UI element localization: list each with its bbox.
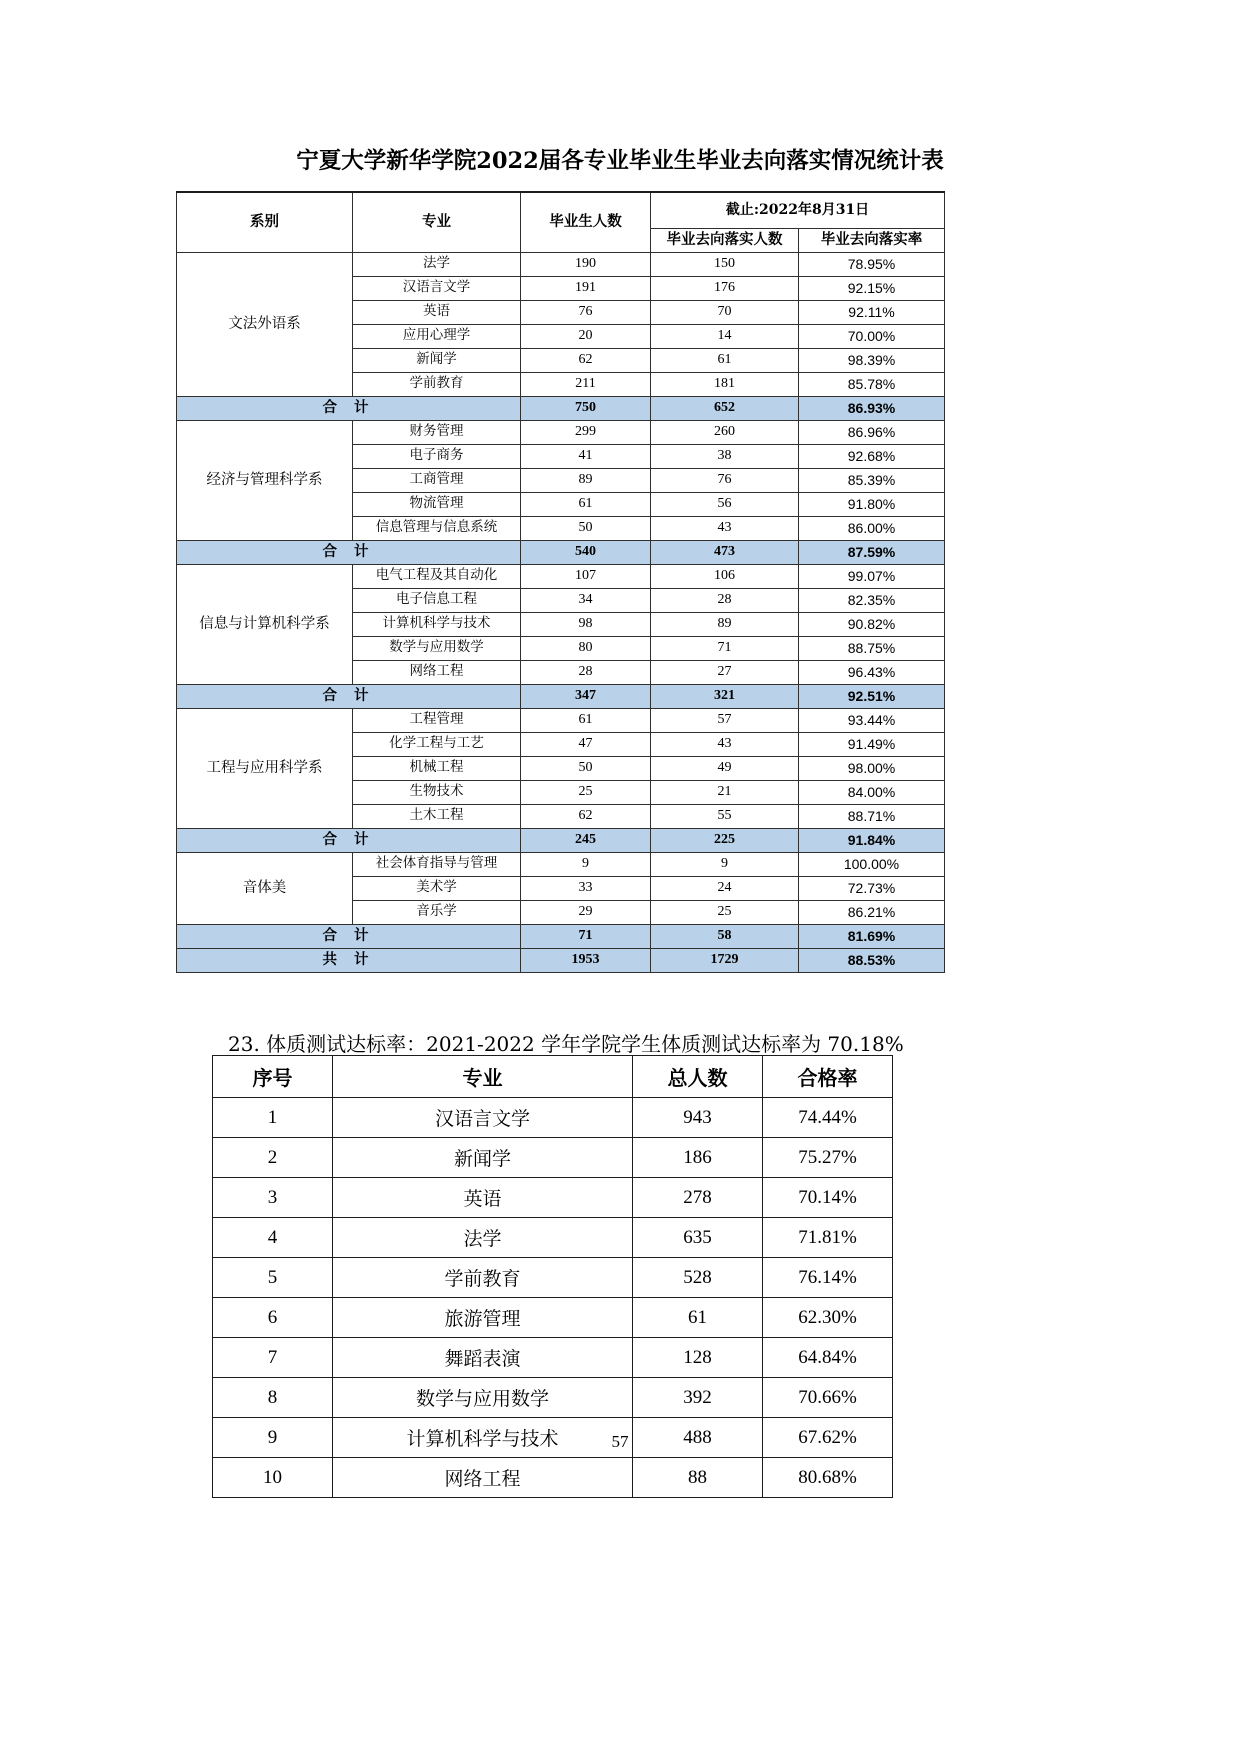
- subtotal-rate: 92.51%: [799, 684, 945, 708]
- subtotal-graduates: 245: [521, 828, 651, 852]
- placed-cell: 89: [651, 612, 799, 636]
- graduates-cell: 98: [521, 612, 651, 636]
- placed-cell: 14: [651, 324, 799, 348]
- major-cell: 旅游管理: [333, 1298, 633, 1338]
- total-cell: 278: [633, 1178, 763, 1218]
- th-cutoff-date: 截止:2022年8月31日: [651, 192, 945, 228]
- rate-cell: 98.39%: [799, 348, 945, 372]
- placed-cell: 71: [651, 636, 799, 660]
- table-row: [177, 852, 945, 876]
- total-cell: 61: [633, 1298, 763, 1338]
- total-cell: 88: [633, 1458, 763, 1498]
- subtotal-label: 合 计: [177, 684, 521, 708]
- grand-total-graduates: 1953: [521, 948, 651, 972]
- rate-cell: 85.39%: [799, 468, 945, 492]
- placed-cell: 21: [651, 780, 799, 804]
- rate-cell: 62.30%: [763, 1298, 893, 1338]
- graduates-cell: 34: [521, 588, 651, 612]
- major-cell: 舞蹈表演: [333, 1338, 633, 1378]
- major-cell: 新闻学: [333, 1138, 633, 1178]
- graduates-cell: 28: [521, 660, 651, 684]
- placed-cell: 176: [651, 276, 799, 300]
- section-23-heading: 23. 体质测试达标率：2021-2022 学年学院学生体质测试达标率为 70.18%: [228, 1032, 904, 1056]
- graduate-placement-table-wrapper: [176, 191, 944, 973]
- placed-cell: 27: [651, 660, 799, 684]
- subtotal-rate: 86.93%: [799, 396, 945, 420]
- total-cell: 635: [633, 1218, 763, 1258]
- rate-cell: 96.43%: [799, 660, 945, 684]
- rate-cell: 98.00%: [799, 756, 945, 780]
- major-cell: 社会体育指导与管理: [353, 852, 521, 876]
- subtotal-placed: 652: [651, 396, 799, 420]
- major-cell: 电子信息工程: [353, 588, 521, 612]
- rate-cell: 80.68%: [763, 1458, 893, 1498]
- table1-title: 宁夏大学新华学院2022届各专业毕业生毕业去向落实情况统计表: [296, 148, 944, 174]
- subtotal-graduates: 540: [521, 540, 651, 564]
- placed-cell: 55: [651, 804, 799, 828]
- major-cell: 化学工程与工艺: [353, 732, 521, 756]
- subtotal-label: 合 计: [177, 924, 521, 948]
- table-row: [213, 1458, 893, 1498]
- th-total: 总人数: [633, 1056, 763, 1098]
- table-row: [213, 1298, 893, 1338]
- major-cell: 美术学: [353, 876, 521, 900]
- graduates-cell: 41: [521, 444, 651, 468]
- subtotal-rate: 87.59%: [799, 540, 945, 564]
- subtotal-placed: 225: [651, 828, 799, 852]
- major-cell: 数学与应用数学: [353, 636, 521, 660]
- graduates-cell: 62: [521, 804, 651, 828]
- rate-cell: 74.44%: [763, 1098, 893, 1138]
- major-cell: 学前教育: [333, 1258, 633, 1298]
- major-cell: 法学: [333, 1218, 633, 1258]
- rate-cell: 93.44%: [799, 708, 945, 732]
- major-cell: 机械工程: [353, 756, 521, 780]
- dept-cell: 工程与应用科学系: [177, 708, 353, 828]
- graduates-cell: 50: [521, 516, 651, 540]
- major-cell: 财务管理: [353, 420, 521, 444]
- major-cell: 物流管理: [353, 492, 521, 516]
- table-row: [177, 708, 945, 732]
- index-cell: 4: [213, 1218, 333, 1258]
- total-cell: 943: [633, 1098, 763, 1138]
- major-cell: 电子商务: [353, 444, 521, 468]
- total-cell: 528: [633, 1258, 763, 1298]
- index-cell: 9: [213, 1418, 333, 1458]
- subtotal-row: [177, 396, 945, 420]
- graduates-cell: 50: [521, 756, 651, 780]
- subtotal-placed: 321: [651, 684, 799, 708]
- table1-header-row-1: [177, 192, 945, 228]
- major-cell: 工程管理: [353, 708, 521, 732]
- th-dept: 系别: [177, 192, 353, 252]
- table1-body: [177, 252, 945, 972]
- rate-cell: 71.81%: [763, 1218, 893, 1258]
- table-row: [213, 1218, 893, 1258]
- graduates-cell: 107: [521, 564, 651, 588]
- rate-cell: 88.71%: [799, 804, 945, 828]
- placed-cell: 25: [651, 900, 799, 924]
- graduates-cell: 61: [521, 708, 651, 732]
- placed-cell: 70: [651, 300, 799, 324]
- subtotal-placed: 58: [651, 924, 799, 948]
- placed-cell: 43: [651, 732, 799, 756]
- subtotal-graduates: 750: [521, 396, 651, 420]
- placed-cell: 106: [651, 564, 799, 588]
- th-graduates: 毕业生人数: [521, 192, 651, 252]
- th-major: 专业: [333, 1056, 633, 1098]
- major-cell: 生物技术: [353, 780, 521, 804]
- dept-cell: 文法外语系: [177, 252, 353, 396]
- table2-header-row: [213, 1056, 893, 1098]
- subtotal-row: [177, 684, 945, 708]
- major-cell: 新闻学: [353, 348, 521, 372]
- index-cell: 1: [213, 1098, 333, 1138]
- rate-cell: 91.80%: [799, 492, 945, 516]
- graduate-placement-table: [176, 191, 945, 973]
- major-cell: 土木工程: [353, 804, 521, 828]
- placed-cell: 9: [651, 852, 799, 876]
- table-row: [177, 564, 945, 588]
- th-placed-count: 毕业去向落实人数: [651, 228, 799, 252]
- index-cell: 5: [213, 1258, 333, 1298]
- grand-total-label: 共 计: [177, 948, 521, 972]
- subtotal-rate: 91.84%: [799, 828, 945, 852]
- subtotal-graduates: 71: [521, 924, 651, 948]
- table-row: [213, 1098, 893, 1138]
- total-cell: 392: [633, 1378, 763, 1418]
- total-cell: 488: [633, 1418, 763, 1458]
- rate-cell: 67.62%: [763, 1418, 893, 1458]
- graduates-cell: 25: [521, 780, 651, 804]
- rate-cell: 86.96%: [799, 420, 945, 444]
- index-cell: 2: [213, 1138, 333, 1178]
- table-row: [213, 1178, 893, 1218]
- rate-cell: 78.95%: [799, 252, 945, 276]
- major-cell: 英语: [333, 1178, 633, 1218]
- grand-total-row: [177, 948, 945, 972]
- subtotal-row: [177, 828, 945, 852]
- major-cell: 汉语言文学: [353, 276, 521, 300]
- table2-head: [213, 1056, 893, 1098]
- graduates-cell: 47: [521, 732, 651, 756]
- major-cell: 数学与应用数学: [333, 1378, 633, 1418]
- rate-cell: 76.14%: [763, 1258, 893, 1298]
- major-cell: 网络工程: [353, 660, 521, 684]
- major-cell: 计算机科学与技术: [333, 1418, 633, 1458]
- subtotal-row: [177, 924, 945, 948]
- th-placed-rate: 毕业去向落实率: [799, 228, 945, 252]
- graduates-cell: 33: [521, 876, 651, 900]
- major-cell: 法学: [353, 252, 521, 276]
- rate-cell: 99.07%: [799, 564, 945, 588]
- rate-cell: 75.27%: [763, 1138, 893, 1178]
- major-cell: 音乐学: [353, 900, 521, 924]
- major-cell: 电气工程及其自动化: [353, 564, 521, 588]
- subtotal-row: [177, 540, 945, 564]
- graduates-cell: 61: [521, 492, 651, 516]
- major-cell: 网络工程: [333, 1458, 633, 1498]
- major-cell: 信息管理与信息系统: [353, 516, 521, 540]
- table-row: [213, 1338, 893, 1378]
- graduates-cell: 190: [521, 252, 651, 276]
- placed-cell: 150: [651, 252, 799, 276]
- index-cell: 3: [213, 1178, 333, 1218]
- placed-cell: 57: [651, 708, 799, 732]
- index-cell: 8: [213, 1378, 333, 1418]
- table-row: [213, 1258, 893, 1298]
- graduates-cell: 89: [521, 468, 651, 492]
- placed-cell: 56: [651, 492, 799, 516]
- subtotal-label: 合 计: [177, 828, 521, 852]
- dept-cell: 音体美: [177, 852, 353, 924]
- major-cell: 计算机科学与技术: [353, 612, 521, 636]
- graduates-cell: 9: [521, 852, 651, 876]
- rate-cell: 86.21%: [799, 900, 945, 924]
- graduates-cell: 62: [521, 348, 651, 372]
- rate-cell: 70.66%: [763, 1378, 893, 1418]
- th-major: 专业: [353, 192, 521, 252]
- index-cell: 6: [213, 1298, 333, 1338]
- table-row: [213, 1138, 893, 1178]
- grand-total-placed: 1729: [651, 948, 799, 972]
- index-cell: 7: [213, 1338, 333, 1378]
- graduates-cell: 20: [521, 324, 651, 348]
- placed-cell: 260: [651, 420, 799, 444]
- subtotal-graduates: 347: [521, 684, 651, 708]
- placed-cell: 181: [651, 372, 799, 396]
- rate-cell: 92.15%: [799, 276, 945, 300]
- total-cell: 186: [633, 1138, 763, 1178]
- rate-cell: 82.35%: [799, 588, 945, 612]
- major-cell: 学前教育: [353, 372, 521, 396]
- rate-cell: 90.82%: [799, 612, 945, 636]
- subtotal-label: 合 计: [177, 540, 521, 564]
- rate-cell: 85.78%: [799, 372, 945, 396]
- graduates-cell: 29: [521, 900, 651, 924]
- table-row: [177, 420, 945, 444]
- rate-cell: 91.49%: [799, 732, 945, 756]
- table-row: [213, 1378, 893, 1418]
- graduates-cell: 76: [521, 300, 651, 324]
- rate-cell: 70.14%: [763, 1178, 893, 1218]
- placed-cell: 61: [651, 348, 799, 372]
- graduates-cell: 191: [521, 276, 651, 300]
- rate-cell: 92.68%: [799, 444, 945, 468]
- rate-cell: 88.75%: [799, 636, 945, 660]
- rate-cell: 64.84%: [763, 1338, 893, 1378]
- major-cell: 英语: [353, 300, 521, 324]
- dept-cell: 信息与计算机科学系: [177, 564, 353, 684]
- graduates-cell: 299: [521, 420, 651, 444]
- rate-cell: 86.00%: [799, 516, 945, 540]
- major-cell: 汉语言文学: [333, 1098, 633, 1138]
- rate-cell: 72.73%: [799, 876, 945, 900]
- placed-cell: 38: [651, 444, 799, 468]
- placed-cell: 28: [651, 588, 799, 612]
- major-cell: 应用心理学: [353, 324, 521, 348]
- grand-total-rate: 88.53%: [799, 948, 945, 972]
- graduates-cell: 211: [521, 372, 651, 396]
- major-cell: 工商管理: [353, 468, 521, 492]
- placed-cell: 76: [651, 468, 799, 492]
- page-number: 57: [611, 1432, 629, 1451]
- dept-cell: 经济与管理科学系: [177, 420, 353, 540]
- placed-cell: 24: [651, 876, 799, 900]
- placed-cell: 43: [651, 516, 799, 540]
- rate-cell: 84.00%: [799, 780, 945, 804]
- rate-cell: 100.00%: [799, 852, 945, 876]
- rate-cell: 70.00%: [799, 324, 945, 348]
- graduates-cell: 80: [521, 636, 651, 660]
- table-row: [177, 252, 945, 276]
- total-cell: 128: [633, 1338, 763, 1378]
- th-index: 序号: [213, 1056, 333, 1098]
- table1-head: [177, 192, 945, 252]
- th-pass-rate: 合格率: [763, 1056, 893, 1098]
- subtotal-label: 合 计: [177, 396, 521, 420]
- subtotal-placed: 473: [651, 540, 799, 564]
- index-cell: 10: [213, 1458, 333, 1498]
- placed-cell: 49: [651, 756, 799, 780]
- rate-cell: 92.11%: [799, 300, 945, 324]
- subtotal-rate: 81.69%: [799, 924, 945, 948]
